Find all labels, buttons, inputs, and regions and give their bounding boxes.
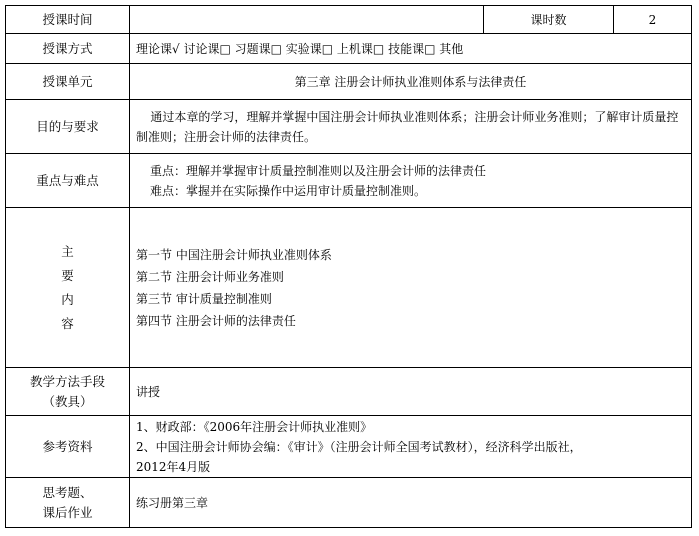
teaching-value: 讲授 [130,368,692,416]
goal-cell [130,100,692,154]
ref-item-2-line1: 2、中国注册会计师协会编：《审计》（注册会计师全国考试教材），经济科学出版社， [136,439,582,454]
homework-label [6,478,130,528]
unit-label: 授课单元 [6,64,130,100]
row-time [6,6,692,34]
content-label-char: 内 [61,291,74,307]
teaching-label [6,368,130,416]
content-label-char: 要 [61,267,74,283]
row-homework [6,478,692,528]
row-refs [6,416,692,478]
row-key [6,154,692,208]
section-item: 第二节 注册会计师业务准则 [136,269,284,284]
unit-value: 第三章 注册会计师执业准则体系与法律责任 [130,64,692,100]
teaching-label-line2: （教具） [42,393,93,409]
hours-value: 2 [614,6,692,34]
section-item: 第三节 审计质量控制准则 [136,291,272,306]
row-unit [6,64,692,100]
time-value [130,6,484,34]
lesson-plan-table [5,5,692,528]
difficult-point: 难点：掌握并在实际操作中运用审计质量控制准则。 [150,183,427,198]
teaching-label-line1: 教学方法手段 [29,373,105,389]
time-label: 授课时间 [6,6,130,34]
method-label: 授课方式 [6,34,130,64]
content-label-char: 容 [61,315,74,331]
ref-item-2-line2: 2012年4月版 [136,459,211,474]
content-label [6,208,130,368]
row-goal [6,100,692,154]
refs-label: 参考资料 [6,416,130,478]
homework-label-line2: 课后作业 [42,504,93,520]
row-method [6,34,692,64]
method-value: 理论课√ 讨论课□ 习题课□ 实验课□ 上机课□ 技能课□ 其他 [130,34,692,64]
homework-label-line1: 思考题、 [42,484,93,500]
homework-value: 练习册第三章 [130,478,692,528]
refs-cell [130,416,692,478]
ref-item-1: 1、财政部：《2006年注册会计师执业准则》 [136,419,373,434]
goal-text: 通过本章的学习，理解并掌握中国注册会计师执业准则体系；注册会计师业务准则；了解审计质量控制准则；注册会计师的法律责任。 [136,109,679,144]
goal-label: 目的与要求 [6,100,130,154]
section-item: 第一节 中国注册会计师执业准则体系 [136,247,332,262]
row-teaching [6,368,692,416]
key-point: 重点：理解并掌握审计质量控制准则以及注册会计师的法律责任 [150,163,487,178]
content-label-char: 主 [61,243,74,259]
content-cell [130,208,692,368]
key-label: 重点与难点 [6,154,130,208]
row-content [6,208,692,368]
section-item: 第四节 注册会计师的法律责任 [136,313,296,328]
hours-label: 课时数 [484,6,614,34]
key-cell [130,154,692,208]
